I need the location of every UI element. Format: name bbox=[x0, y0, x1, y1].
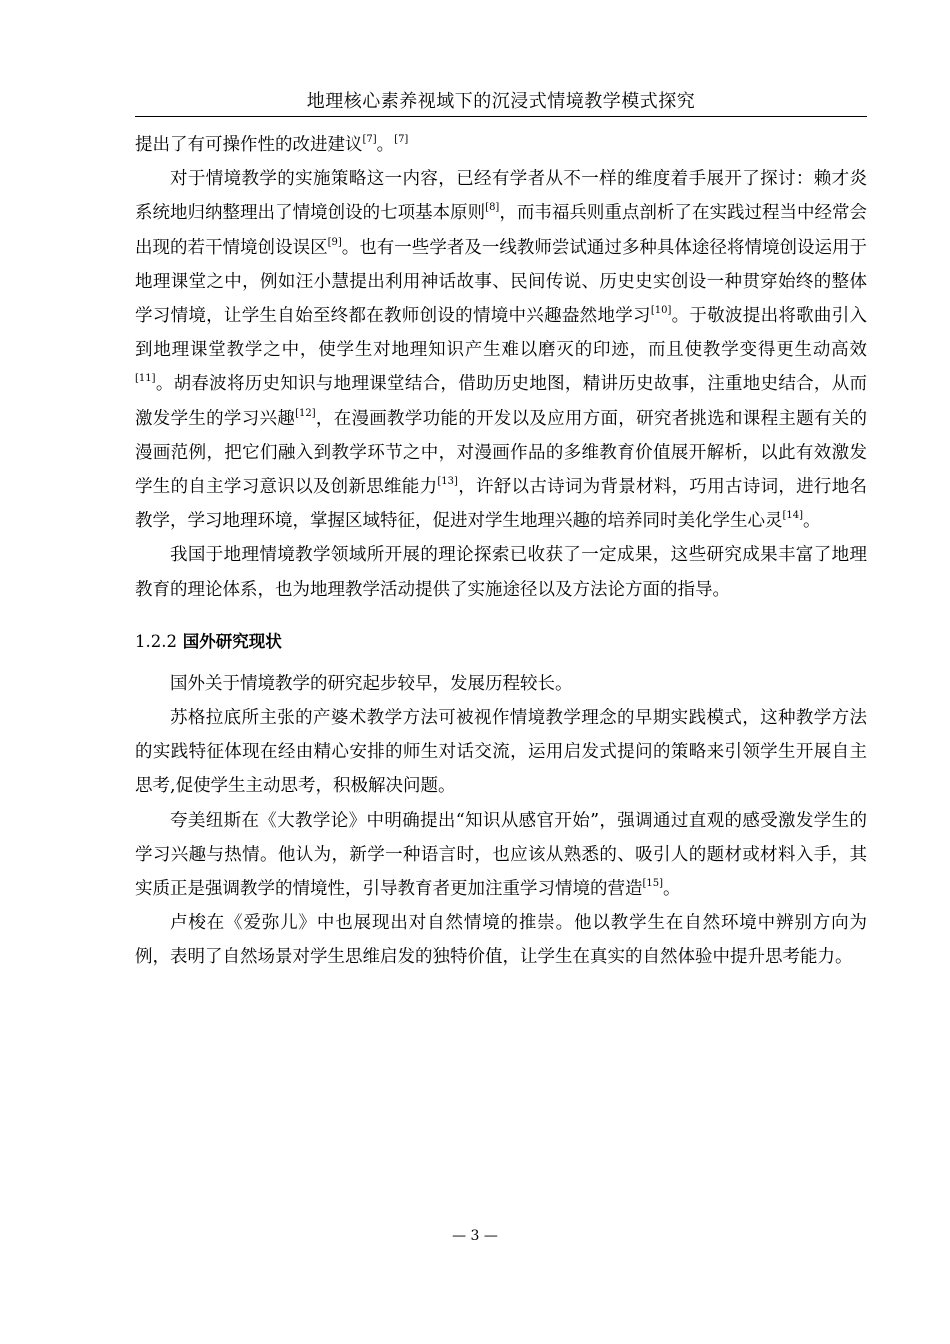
citation-ref: [7] bbox=[362, 134, 377, 145]
citation-ref: [8] bbox=[485, 202, 500, 214]
section-title: 国外研究现状 bbox=[182, 631, 282, 651]
page-number: — 3 — bbox=[452, 1228, 498, 1244]
paragraph-comenius: 夸美纽斯在《大教学论》中明确提出“知识从感官开始”，强调通过直观的感受激发学生的学习兴趣与热情。他认为，新学一种语言时，也应该从熟悉的、吸引人的题材或材料入手，其实质正是强调教学的情境性，引导教育者更加注重学习情境的营造[15]。 bbox=[135, 810, 867, 900]
section-number: 1.2.2 bbox=[135, 631, 177, 651]
running-header bbox=[135, 88, 867, 117]
body-text bbox=[135, 128, 867, 975]
citation-ref: [9] bbox=[327, 236, 342, 248]
paragraph-continued: 提出了有可操作性的改进建议[7]。[7] bbox=[135, 134, 409, 155]
paragraph-socrates: 苏格拉底所主张的产婆术教学方法可被视作情境教学理念的早期实践模式，这种教学方法的实践特征体现在经由精心安排的师生对话交流，运用启发式提问的策略来引领学生开展自主思考,促使学生主动思考，积极解决问题。 bbox=[135, 708, 867, 797]
running-header-title: 地理核心素养视域下的沉浸式情境教学模式探究 bbox=[306, 91, 696, 112]
citation-ref: [14] bbox=[782, 510, 804, 522]
citation-ref: [11] bbox=[135, 373, 156, 385]
citation-ref: [10] bbox=[650, 305, 672, 317]
citation-ref: [12] bbox=[295, 407, 316, 419]
paragraph-foreign-intro: 国外关于情境教学的研究起步较早，发展历程较长。 bbox=[170, 673, 573, 694]
paragraph-summary: 我国于地理情境教学领域所开展的理论探索已收获了一定成果，这些研究成果丰富了地理教育的理论体系，也为地理教学活动提供了实施途径以及方法论方面的指导。 bbox=[135, 545, 867, 600]
paragraph-strategies: 对于情境教学的实施策略这一内容，已经有学者从不一样的维度着手展开了探讨：赖才炎系统地归纳整理出了情境创设的七项基本原则[8]，而韦福兵则重点剖析了在实践过程当中经常会出现的若干情境创设误区[9]。也有一些学者及一线教师尝试通过多种具体途径将情境创设运用于地理课堂之中，例如汪小慧提出利用神话故事、民间传说、历史史实创设一种贯穿始终的整体学习情境，让学生自始至终都在教师创设的情境中兴趣盎然地学习[10]。于敬波提出将歌曲引入到地理课堂教学之中，使学生对地理知识产生难以磨灭的印迹，而且使教学变得更生动高效[11]。胡春波将历史知识与地理课堂结合，借助历史地图，精讲历史故事，注重地史结合，从而激发学生的学习兴趣[12]，在漫画教学功能的开发以及应用方面，研究者挑选和课程主题有关的漫画范例，把它们融入到教学环节之中，对漫画作品的多维教育价值展开解析，以此有效激发学生的自主学习意识以及创新思维能力[13]，许舒以古诗词为背景材料，巧用古诗词，进行地名教学，学习地理环境，掌握区域特征，促进对学生地理兴趣的培养同时美化学生心灵[14]。 bbox=[135, 169, 868, 532]
paragraph-rousseau: 卢梭在《爱弥儿》中也展现出对自然情境的推崇。他以教学生在自然环境中辨别方向为例，表明了自然场景对学生思维启发的独特价值，让学生在真实的自然体验中提升思考能力。 bbox=[135, 913, 867, 968]
section-heading bbox=[135, 625, 867, 659]
citation-ref: [7] bbox=[394, 134, 409, 145]
citation-ref: [13] bbox=[437, 476, 458, 488]
citation-ref: [15] bbox=[642, 878, 664, 890]
